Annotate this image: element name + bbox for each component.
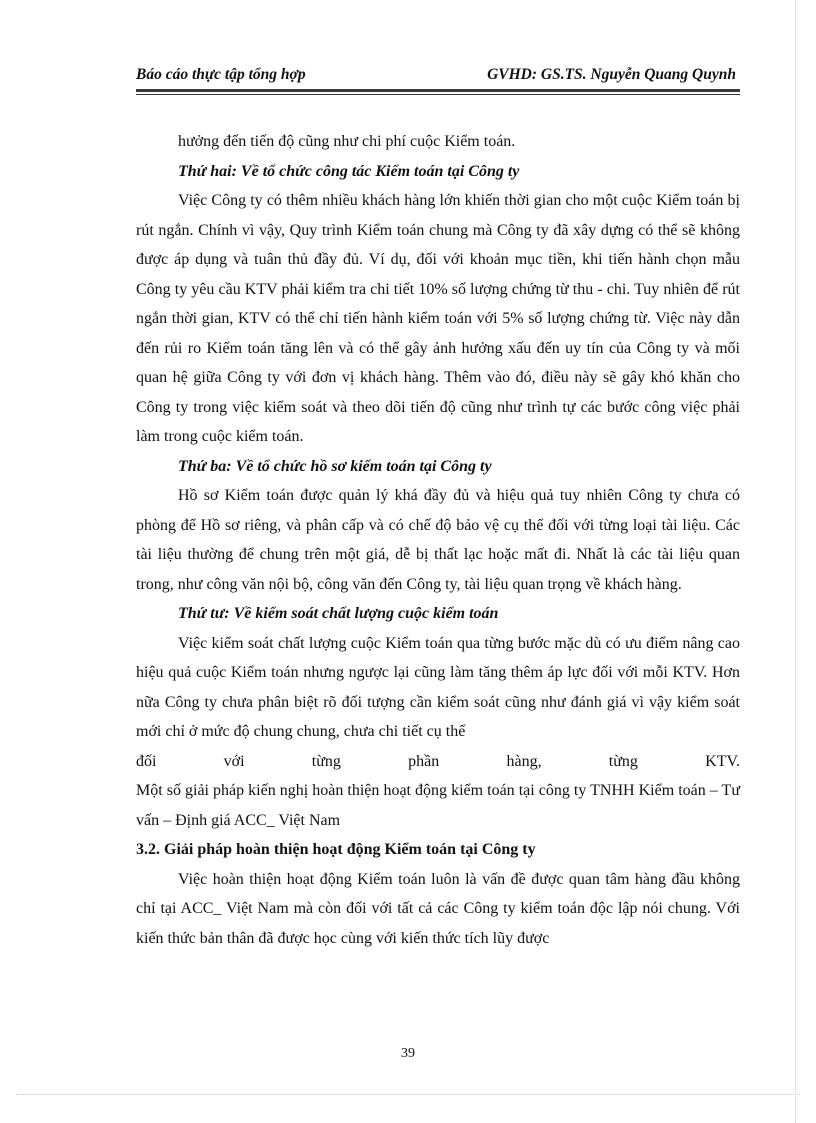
paragraph-4: Việc kiểm soát chất lượng cuộc Kiểm toán qua từng bước mặc dù có ưu điểm nâng cao hiệu quả cuộc Kiểm toán nhưng ngược lại cũng làm tăng thêm áp lực đối với mỗi KTV. Hơn nữa Công ty chưa phân biệt rõ đối tượng cần kiểm soát cũng như đánh giá vì vậy kiểm soát mới chỉ ở mức độ chung chung, chưa chi tiết cụ thể xyxy=(136,634,740,740)
section-title: 3.2. Giải pháp hoàn thiện hoạt động Kiểm toán tại Công ty xyxy=(136,841,536,858)
word: từng xyxy=(311,752,341,770)
paragraph-1: hưởng đến tiến độ cũng như chi phí cuộc Kiểm toán. xyxy=(178,133,516,150)
paragraph-3: Hồ sơ Kiểm toán được quản lý khá đầy đủ và hiệu quả tuy nhiên Công ty chưa có phòng để Hồ sơ riêng, và phân cấp và có chế độ bảo vệ cụ thể đối với từng loại tài liệu. Các tài liệu thường để chung trên một giá, dễ bị thất lạc hoặc mất đi. Nhất là các tài liệu quan trong, như công văn nội bộ, công văn đến Công ty, tài liệu quan trọng về khách hàng. xyxy=(136,487,740,593)
paragraph-5: Một số giải pháp kiến nghị hoàn thiện hoạt động kiểm toán tại công ty TNHH Kiểm toán – Tư vấn – Định giá ACC_ Việt Nam xyxy=(136,782,740,829)
word: từng xyxy=(608,752,638,770)
paragraph-4-last-line xyxy=(136,747,740,777)
subheading-second: Thứ hai: Về tổ chức công tác Kiểm toán tại Công ty xyxy=(178,162,520,180)
subheading-third: Thứ ba: Về tổ chức hồ sơ kiểm toán tại Công ty xyxy=(178,457,492,475)
word: KTV. xyxy=(705,752,740,770)
page-boundary-bottom xyxy=(16,1094,800,1095)
word: phần xyxy=(408,752,440,770)
word: đối xyxy=(136,752,157,770)
header-rule-thick xyxy=(136,89,740,92)
header-rule-thin xyxy=(136,94,740,95)
page-boundary-right xyxy=(795,0,796,1123)
page-number: 39 xyxy=(401,1046,415,1061)
word: hàng, xyxy=(506,752,542,770)
header-supervisor: GVHD: GS.TS. Nguyễn Quang Quynh xyxy=(487,66,736,83)
header-report-title: Báo cáo thực tập tổng hợp xyxy=(136,66,306,83)
paragraph-6: Việc hoàn thiện hoạt động Kiểm toán luôn là vấn đề được quan tâm hàng đầu không chỉ tại ACC_ Việt Nam mà còn đối với tất cả các Công ty kiểm toán độc lập nói chung. Với kiến thức bản thân đã được học cùng với kiến thức tích lũy được xyxy=(136,870,740,947)
subheading-fourth: Thứ tư: Về kiểm soát chất lượng cuộc kiểm toán xyxy=(178,605,499,622)
document-body xyxy=(136,127,740,953)
page-header xyxy=(136,64,740,88)
word: với xyxy=(223,752,245,770)
paragraph-2: Việc Công ty có thêm nhiều khách hàng lớn khiến thời gian cho một cuộc Kiểm toán bị rút ngắn. Chính vì vậy, Quy trình Kiểm toán chung mà Công ty đã xây dựng có thể sẽ không được áp dụng và tuân thủ đầy đủ. Ví dụ, đối với khoản mục tiền, khi tiến hành chọn mẫu Công ty yêu cầu KTV phải kiểm tra chi tiết 10% số lượng chứng từ thu - chi. Tuy nhiên để rút ngắn thời gian, KTV có thể chỉ tiến hành kiểm toán với 5% số lượng chứng từ. Việc này dẫn đến rủi ro Kiểm toán tăng lên và có thể gây ảnh hưởng xấu đến uy tín của Công ty và mối quan hệ giữa Công ty với đơn vị khách hàng. Thêm vào đó, điều này sẽ gây khó khăn cho Công ty trong việc kiểm soát và theo dõi tiến độ cũng như trình tự các bước công việc phải làm trong cuộc kiểm toán. xyxy=(136,192,740,445)
